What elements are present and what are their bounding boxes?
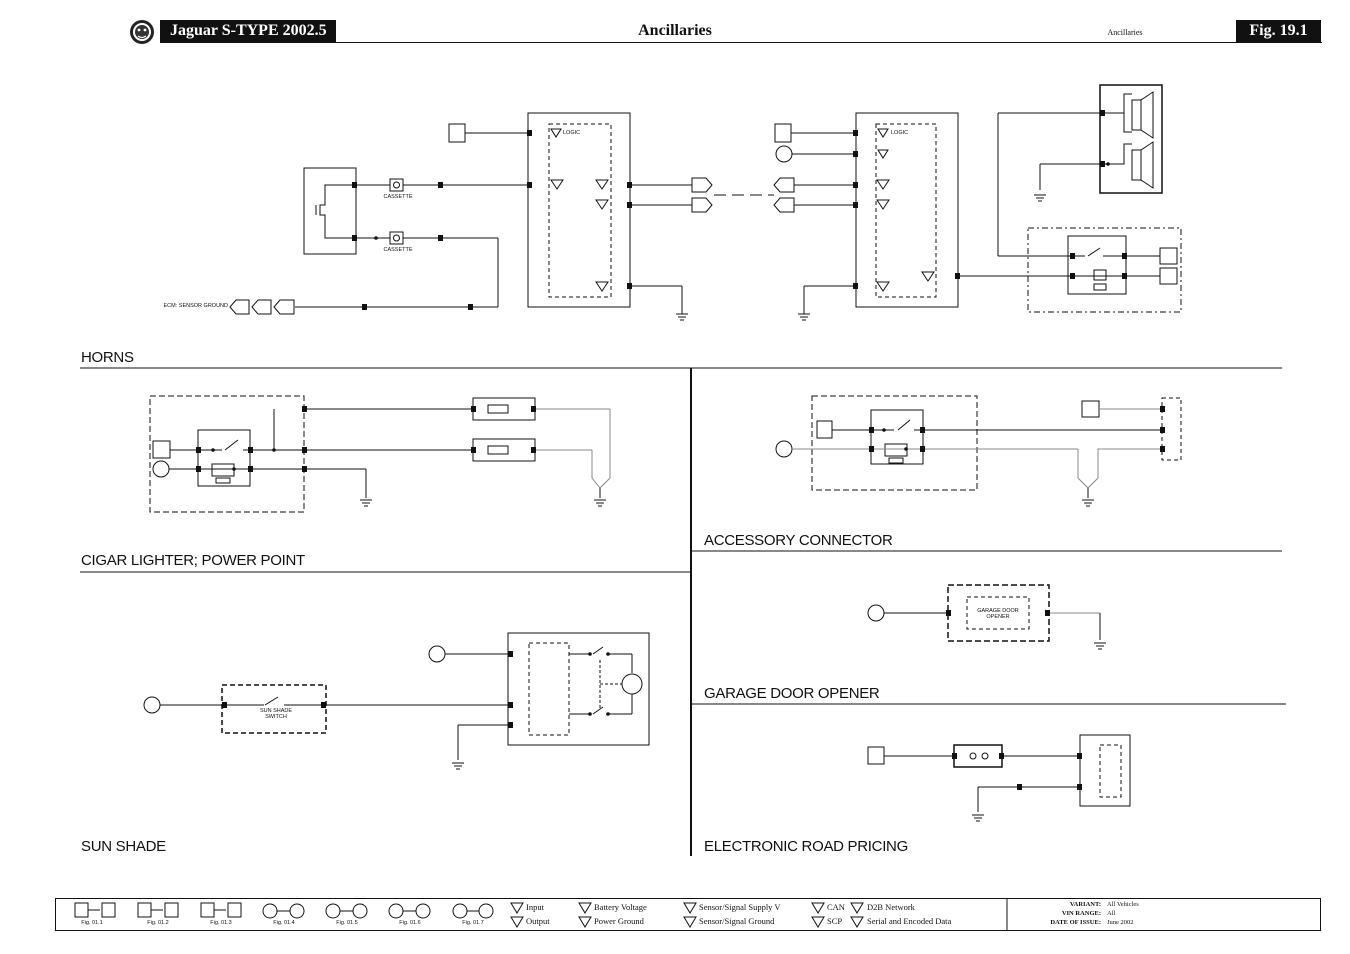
fig-ref-1: Fig. 01.1 — [81, 920, 103, 926]
logic-label-2: LOGIC — [891, 130, 909, 136]
fig-ref-5: Fig. 01.5 — [336, 920, 358, 926]
page-subtitle: Ancillaries — [1107, 28, 1143, 37]
logic-label-1: LOGIC — [563, 130, 581, 136]
cassette-label-2: CASSETTE — [383, 247, 413, 253]
section-garage-door-opener: GARAGE DOOR OPENER — [704, 685, 880, 702]
model-title: Jaguar S-TYPE 2002.5 — [160, 20, 336, 42]
vin-range-label: VIN RANGE: — [1061, 910, 1101, 917]
fig-ref-3: Fig. 01.3 — [210, 920, 232, 926]
fig-ref-2: Fig. 01.2 — [147, 920, 169, 926]
garage-opener-label: GARAGE DOOR OPENER — [977, 608, 1019, 620]
legend-battery: Battery Voltage — [594, 902, 647, 912]
fig-ref-4: Fig. 01.4 — [273, 920, 295, 926]
cassette-label-1: CASSETTE — [383, 194, 413, 200]
ecm-ground-label: ECM: SENSOR GROUND — [163, 303, 228, 309]
fig-ref-7: Fig. 01.7 — [462, 920, 484, 926]
section-horns: HORNS — [81, 349, 134, 366]
legend-sensor-ground: Sensor/Signal Ground — [699, 916, 775, 926]
legend-input: Input — [526, 902, 544, 912]
date-of-issue-value: June 2002 — [1107, 919, 1134, 926]
legend-output: Output — [526, 916, 550, 926]
legend-power-ground: Power Ground — [594, 916, 644, 926]
legend-d2b: D2B Network — [867, 902, 915, 912]
legend-scp: SCP — [827, 916, 843, 926]
section-cigar-lighter: CIGAR LIGHTER; POWER POINT — [81, 552, 305, 569]
section-accessory-connector: ACCESSORY CONNECTOR — [704, 532, 893, 549]
legend-sensor-supply: Sensor/Signal Supply V — [699, 902, 781, 912]
date-of-issue-label: DATE OF ISSUE: — [1050, 919, 1101, 926]
legend-serial: Serial and Encoded Data — [867, 916, 952, 926]
legend-can: CAN — [827, 902, 845, 912]
section-sun-shade: SUN SHADE — [81, 838, 166, 855]
fig-ref-6: Fig. 01.6 — [399, 920, 421, 926]
section-electronic-road-pricing: ELECTRONIC ROAD PRICING — [704, 838, 908, 855]
figure-number: Fig. 19.1 — [1236, 20, 1321, 42]
page-title: Ancillaries — [638, 22, 712, 39]
vin-range-value: All — [1107, 910, 1116, 917]
variant-label: VARIANT: — [1069, 901, 1101, 908]
variant-value: All Vehicles — [1107, 901, 1139, 908]
sunshade-switch-label: SUN SHADE SWITCH — [259, 708, 293, 720]
